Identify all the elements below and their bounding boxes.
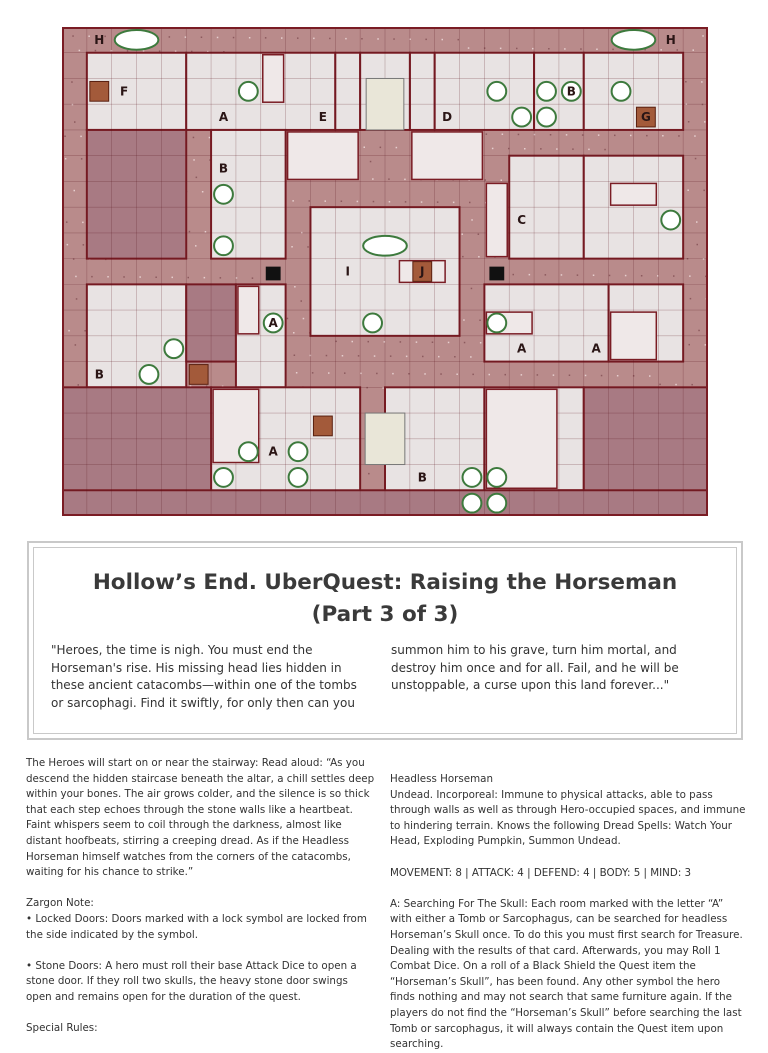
rubble-speck [548,48,550,50]
intro-text-right: summon him to his grave, turn him mortal, and destroy him once and for all. Fail, and he will be unstoppable, a curse upon this land forever..." [391,642,723,695]
rubble-speck [697,244,699,246]
rubble-speck [505,374,507,376]
rubble-speck [341,201,343,203]
rubble-speck [685,81,687,83]
skeleton-icon [214,236,233,255]
rubble-speck [617,375,619,377]
rubble-speck [95,50,97,52]
rubble-speck [480,342,482,344]
rubble-speck [376,373,378,375]
rubble-speck [463,319,465,321]
rubble-speck [646,135,648,137]
room-label: D [442,110,452,124]
rubble-speck [701,81,703,83]
rubble-speck [390,355,392,357]
quest-intro-box [27,541,743,740]
rubble-speck [408,373,410,375]
rubble-speck [566,134,568,136]
quest-map [62,27,708,520]
rubble-speck [217,37,219,39]
room-label: A [592,342,602,356]
rubble-speck [502,134,504,136]
rubble-speck [521,374,523,376]
rubble-speck [293,332,295,334]
skeleton-icon [363,314,382,333]
left-column [26,756,376,1037]
rubble-speck [478,234,480,236]
sarcophagus-icon [288,132,359,179]
rubble-speck [464,342,466,344]
quest-title-line1: Hollow’s End. UberQuest: Raising the Horseman [29,567,741,599]
rubble-speck [703,190,705,192]
stairs-icon [365,413,405,464]
rubble-speck [469,202,471,204]
room-label: B [418,470,427,484]
room-label: C [517,213,526,227]
rubble-speck [74,121,76,123]
rubble-speck [696,221,698,223]
rubble-speck [309,200,311,202]
rubble-speck [440,373,442,375]
rubble-speck [104,36,106,38]
tomb-icon [611,312,657,359]
rubble-speck [662,135,664,137]
rubble-speck [294,355,296,357]
rubble-speck [357,201,359,203]
lock-icon [266,267,281,281]
rubble-speck [91,276,93,278]
rubble-speck [396,147,398,149]
rubble-speck [609,275,611,277]
rubble-speck [372,178,374,180]
rubble-speck [388,178,390,180]
room-label: I [345,265,349,279]
rubble-speck [601,375,603,377]
skeleton-icon [537,82,556,101]
rubble-speck [361,38,363,40]
rubble-speck [689,275,691,277]
locked-doors-note: • Locked Doors: Doors marked with a lock symbol are locked from the side indicated by the symbol. [26,912,376,943]
rubble-speck [127,50,129,52]
rubble-speck [470,356,472,358]
rubble-speck [83,244,85,246]
rubble-speck [65,158,67,160]
room-label: A [219,110,229,124]
stone-doors-note: • Stone Doors: A hero must roll their base Attack Dice to open a stone door. If they roll two skulls, the heavy stone door swings open and remains open for the duration of the quest. [26,959,376,1006]
tomb-icon [611,183,657,205]
sarcophagus-icon [412,132,483,179]
rubble-speck [677,49,679,51]
room-label: A [269,316,279,330]
rubble-speck [68,330,70,332]
skeleton-icon [487,468,506,487]
room-label: G [641,110,651,124]
rubble-speck [553,374,555,376]
room-label: B [567,84,576,98]
rubble-speck [561,274,563,276]
rubble-speck [67,244,69,246]
rubble-speck [312,372,314,374]
monster-name: Headless Horseman [390,772,746,788]
rubble-speck [368,473,370,475]
rubble-speck [296,372,298,374]
room-label: E [319,110,327,124]
rubble-speck [660,49,662,51]
rubble-speck [425,39,427,41]
skeleton-icon [239,82,258,101]
rubble-speck [704,121,706,123]
rubble-speck [695,158,697,160]
rubble-speck [625,275,627,277]
tomb-icon [263,55,284,102]
rubble-speck [596,49,598,51]
rubble-speck [287,318,289,320]
rubble-speck [294,286,296,288]
rubble-speck [438,356,440,358]
rubble-speck [673,275,675,277]
rubble-speck [193,159,195,161]
rubble-speck [532,48,534,50]
rubble-speck [649,375,651,377]
skeleton-icon [239,442,258,461]
rubble-speck [454,356,456,358]
rubble-speck [612,49,614,51]
room-label: H [666,33,676,47]
rubble-speck [537,374,539,376]
rubble-speck [392,373,394,375]
rubble-speck [201,37,203,39]
rubble-speck [123,276,125,278]
rubble-speck [471,288,473,290]
rubble-speck [442,39,444,41]
rubble-speck [437,201,439,203]
rubble-speck [400,341,402,343]
rubble-speck [564,48,566,50]
rubble-speck [329,38,331,40]
rubble-speck [74,190,76,192]
rubble-speck [678,135,680,137]
rubble-speck [689,344,691,346]
quest-title-line2: (Part 3 of 3) [29,599,741,631]
zargon-note-heading: Zargon Note: [26,896,376,912]
rubble-speck [107,276,109,278]
rubble-speck [196,177,198,179]
skeleton-icon [487,314,506,333]
rubble-speck [188,277,190,279]
rubble-speck [421,201,423,203]
rubble-speck [486,133,488,135]
rubble-speck [691,384,693,386]
rubble-speck [202,191,204,193]
rubble-speck [71,81,73,83]
skeleton-icon [140,365,159,384]
rubble-speck [352,341,354,343]
room-label: H [94,33,104,47]
tomb-icon [486,183,507,256]
rubble-speck [556,148,558,150]
rubble-speck [64,136,66,138]
rubble-speck [540,148,542,150]
skeleton-icon [214,468,233,487]
rubble-speck [364,147,366,149]
rubble-speck [404,179,406,181]
rubble-speck [281,37,283,39]
rubble-speck [393,38,395,40]
skeleton-icon [537,108,556,127]
skeleton-icon [487,494,506,513]
rubble-speck [462,256,464,258]
skeleton-icon [612,82,631,101]
rubble-speck [585,375,587,377]
rubble-speck [580,48,582,50]
rubble-speck [326,355,328,357]
room [410,53,435,130]
rubble-speck [325,200,327,202]
skeleton-icon [463,494,482,513]
rubble-speck [307,246,309,248]
skeleton-icon [512,108,531,127]
right-column [390,772,746,1053]
rubble-speck [693,49,695,51]
rubble-speck [456,374,458,376]
rubble-speck [79,50,81,52]
rubble-speck [529,274,531,276]
rubble-speck [82,222,84,224]
rubble-speck [513,274,515,276]
rubble-speck [88,36,90,38]
rubble-speck [545,274,547,276]
rubble-speck [702,35,704,37]
rubble-speck [342,355,344,357]
room-label: B [219,162,228,176]
room-label: J [419,265,424,279]
pumpkin-icon [363,236,407,256]
rubble-speck [588,149,590,151]
rubble-speck [688,121,690,123]
room-label: A [269,445,279,459]
rubble-speck [328,372,330,374]
rubble-speck [76,298,78,300]
rubble-speck [705,344,707,346]
rubble-speck [373,201,375,203]
rubble-speck [468,47,470,49]
rubble-speck [492,148,494,150]
rubble-speck [518,134,520,136]
rubble-speck [80,136,82,138]
rubble-speck [485,179,487,181]
rubble-speck [582,134,584,136]
skeleton-icon [289,468,308,487]
rubble-speck [297,37,299,39]
rubble-speck [345,38,347,40]
rubble-speck [374,355,376,357]
rubble-speck [193,137,195,139]
rubble-speck [501,180,503,182]
rubble-speck [368,341,370,343]
rubble-speck [265,37,267,39]
room-label: A [517,342,527,356]
rubble-speck [598,134,600,136]
room-label: F [120,84,128,98]
rubble-speck [143,50,145,52]
rubble-speck [448,342,450,344]
rubble-speck [630,135,632,137]
lock-icon [489,267,504,281]
skeleton-icon [463,468,482,487]
rubble-speck [516,48,518,50]
rubble-speck [220,277,222,279]
rubble-speck [195,245,197,247]
rubble-speck [572,148,574,150]
rubble-speck [377,38,379,40]
rubble-speck [291,246,293,248]
rubble-speck [84,330,86,332]
rubble-speck [249,37,251,39]
room-label: B [95,367,104,381]
rubble-speck [432,342,434,344]
monster-description: Undead. Incorporeal: Immune to physical attacks, able to pass through walls as well as through Hero-occupied spaces, and immune to hindering terrain. Knows the following Dread Spells: Watch Your Head, Exploding Pumpkin, Summon Undead. [390,788,746,850]
rubble-speck [416,341,418,343]
rubble-speck [698,330,700,332]
pumpkin-icon [115,30,159,50]
rubble-speck [389,201,391,203]
rubble-speck [205,231,207,233]
rubble-speck [489,374,491,376]
quest-map-board [62,27,708,516]
rubble-speck [81,158,83,160]
rubble-speck [172,277,174,279]
stairs-icon [366,78,404,129]
rubble-speck [189,231,191,233]
rubble-speck [204,277,206,279]
skeleton-icon [289,442,308,461]
monster-stats: MOVEMENT: 8 | ATTACK: 4 | DEFEND: 4 | BODY: 5 | MIND: 3 [390,866,746,882]
rubble-speck [344,372,346,374]
room [335,53,360,130]
rubble-speck [424,373,426,375]
rubble-speck [159,50,161,52]
rubble-speck [313,38,315,40]
skeleton-icon [487,82,506,101]
rubble-speck [614,135,616,137]
rubble-speck [405,201,407,203]
rubble-speck [577,274,579,276]
rubble-speck [659,384,661,386]
skeleton-icon [214,185,233,204]
rubble-speck [370,161,372,163]
rubble-speck [75,344,77,346]
tomb-icon [238,286,259,333]
skeleton-icon [164,339,183,358]
rubble-speck [479,320,481,322]
rubble-speck [500,48,502,50]
special-rules-heading: Special Rules: [26,1021,376,1037]
skeleton-icon [661,211,680,230]
quest-title [29,567,741,631]
rubble-speck [139,276,141,278]
rubble-speck [292,200,294,202]
rubble-speck [233,37,235,39]
search-skull-rule: A: Searching For The Skull: Each room marked with the letter “A” with either a Tomb or Sarcophagus, can be searched for headless Horseman’s Skull once. To do this you must first search for Treasure. Dealing with the results of that card. Afterwards, you may Roll 1 Combat Dice. On a roll of a Black Shield the Quest item the “Horseman’s Skull”, has been found. Any other symbol the hero finds nothing and may not search that same furniture again. If the players do not find the “Horseman’s Skull” before searching the last Tomb or sarcophagus, it will always contain the Quest item upon searching. [390,897,746,1053]
rubble-speck [301,300,303,302]
trap-icon [189,365,208,385]
rubble-speck [169,36,171,38]
rubble-speck [690,298,692,300]
rubble-speck [478,256,480,258]
rubble-speck [472,374,474,376]
rubble-speck [550,134,552,136]
rubble-speck [78,384,80,386]
rubble-speck [471,219,473,221]
rubble-speck [155,277,157,279]
rubble-speck [694,135,696,137]
rubble-speck [66,221,68,223]
rubble-speck [641,275,643,277]
rubble-speck [675,384,677,386]
rubble-speck [303,318,305,320]
rubble-speck [524,148,526,150]
rubble-speck [209,137,211,139]
read-aloud-text: The Heroes will start on or near the stairway: Read aloud: “As you descend the hidden staircase beneath the altar, a chill settles deep within your bones. The air grows colder, and the silence is so thick that each step echoes through the stone walls like a heartbeat. Faint whispers seem to coil through the darkness, almost like distant hoofbeats, stirring a creeping dread. As if the Headless Horseman himself watches from the corners of the catacombs, waiting for his chance to strike.” [26,756,376,881]
rubble-speck [687,190,689,192]
rubble-speck [604,149,606,151]
rubble-speck [569,375,571,377]
rubble-speck [380,147,382,149]
rubble-speck [593,275,595,277]
rubble-speck [72,35,74,37]
pumpkin-icon [612,30,656,50]
trap-icon [90,81,109,101]
rubble-speck [422,356,424,358]
rubble-speck [406,356,408,358]
rubble-speck [358,355,360,357]
intro-text-left: "Heroes, the time is nigh. You must end the Horseman's rise. His missing head lies hidden in these ancient catacombs—within one of the tombs or sarcophagi. Find it swiftly, for only then can you [51,642,369,712]
rubble-speck [252,277,254,279]
rubble-speck [462,233,464,235]
rubble-speck [453,202,455,204]
trap-icon [313,416,332,436]
rubble-speck [458,39,460,41]
rubble-speck [75,276,77,278]
rubble-speck [335,341,337,343]
